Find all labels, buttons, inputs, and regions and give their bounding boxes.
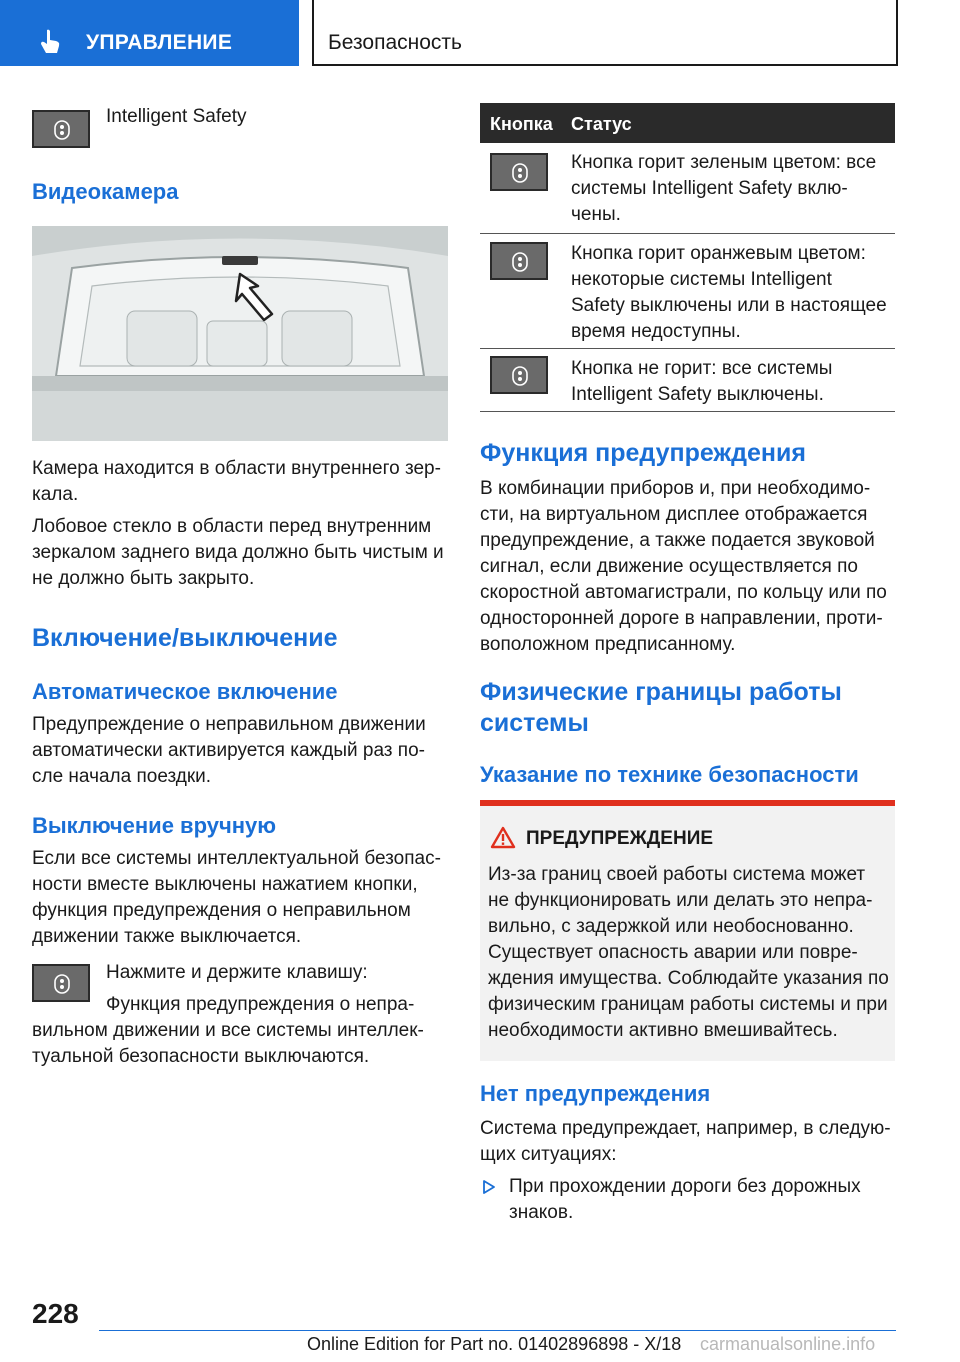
manual-line-4: движении также выключается. — [32, 926, 302, 947]
no-warning-line-2: щих ситуациях: — [480, 1144, 617, 1165]
table-row-2-line-3: Safety выключены или в настоящее — [571, 295, 887, 316]
car-interior-illustration — [32, 226, 448, 441]
function-line-4: сигнал, если движение осуществляется по — [480, 556, 858, 577]
camera-paragraph-2-line-1: Лобовое стекло в области перед внутренним — [32, 516, 432, 537]
table-row-3-line-2: Intelligent Safety выключены. — [571, 384, 824, 405]
table-row-3-line-1: Кнопка не горит: все системы — [571, 358, 833, 379]
table-row-1-line-1: Кнопка горит зеленым цветом: все — [571, 152, 877, 173]
status-button-green — [490, 153, 548, 191]
camera-paragraph-1-line-1: Камера находится в области внутреннего зер- — [32, 458, 441, 479]
camera-paragraph-1-line-2: кала. — [32, 484, 79, 505]
warning-triangle-icon — [490, 826, 516, 849]
bullet-line-2: знаков. — [509, 1202, 574, 1223]
column-button-header: Кнопка — [490, 114, 553, 134]
safety-shield-icon — [510, 366, 530, 386]
safety-shield-icon — [52, 120, 72, 140]
section-tab[interactable] — [0, 0, 299, 66]
status-table-header — [480, 103, 895, 143]
function-heading: Функция предупреждения — [480, 439, 806, 467]
warning-line-6: физическим границам работы системы и при — [488, 994, 888, 1015]
auto-line-1: Предупреждение о неправильном движении — [32, 714, 426, 735]
button-label: Intelligent Safety — [106, 106, 247, 127]
bullet-triangle-icon — [482, 1180, 496, 1194]
status-button-off — [490, 356, 548, 394]
page-number: 228 — [32, 1298, 79, 1329]
function-line-7: воположном предписанному. — [480, 634, 736, 655]
manual-line-1: Если все системы интеллектуальной безопас- — [32, 848, 441, 869]
function-line-3: предупреждение, а также подается звуковой — [480, 530, 875, 551]
bullet-line-1: При прохождении дороги без дорожных — [509, 1176, 861, 1197]
warning-box — [480, 800, 895, 1061]
table-row-2-line-4: время недоступны. — [571, 321, 741, 342]
auto-line-3: сле начала поездки. — [32, 766, 212, 787]
warning-line-7: необходимости активно вмешивайтесь. — [488, 1020, 838, 1041]
status-button-orange — [490, 242, 548, 280]
edition-text: Online Edition for Part no. 01402896898 - X/18 — [307, 1334, 682, 1354]
function-line-5: скоростной автомагистрали, по кольцу или по — [480, 582, 887, 603]
camera-paragraph-2-line-3: не должно быть закрыто. — [32, 568, 255, 589]
section-title-box — [312, 0, 898, 66]
section-tab-label: УПРАВЛЕНИЕ — [86, 31, 233, 54]
limits-heading-line-2: системы — [480, 709, 589, 737]
intelligent-safety-button-icon — [32, 110, 90, 148]
hand-pointer-icon — [38, 28, 64, 54]
column-status-header: Статус — [571, 114, 632, 134]
table-divider — [480, 233, 895, 234]
safety-heading: Указание по технике безопасности — [480, 762, 859, 787]
onoff-heading: Включение/выключение — [32, 624, 338, 652]
table-row-1-line-3: чены. — [571, 204, 621, 225]
table-row-2-line-2: некоторые системы Intelligent — [571, 269, 832, 290]
table-row-1-line-2: системы Intelligent Safety вклю- — [571, 178, 848, 199]
result-line-2: вильном движении и все системы интеллек- — [32, 1020, 424, 1041]
safety-shield-icon — [510, 252, 530, 272]
table-row-2-line-1: Кнопка горит оранжевым цветом: — [571, 243, 866, 264]
safety-shield-icon — [52, 974, 72, 994]
function-line-2: сти, на виртуальном дисплее отображается — [480, 504, 868, 525]
auto-heading: Автоматическое включение — [32, 679, 338, 704]
no-warning-line-1: Система предупреждает, например, в следую- — [480, 1118, 891, 1139]
auto-line-2: автоматически активируется каждый раз по- — [32, 740, 425, 761]
camera-illustration — [32, 226, 448, 441]
camera-heading: Видеокамера — [32, 179, 179, 204]
watermark: carmanualsonline.info — [700, 1334, 876, 1354]
limits-heading-line-1: Физические границы работы — [480, 678, 842, 706]
function-line-1: В комбинации приборов и, при необходимо- — [480, 478, 871, 499]
press-button-icon — [32, 964, 90, 1002]
manual-heading: Выключение вручную — [32, 813, 277, 838]
warning-line-1: Из-за границ своей работы система может — [488, 864, 866, 885]
result-line-3: туальной безопасности выключаются. — [32, 1046, 370, 1067]
warning-line-2: не функционировать или делать это непра- — [488, 890, 873, 911]
warning-line-5: ждения имущества. Соблюдайте указания по — [488, 968, 889, 989]
result-line-1: Функция предупреждения о непра- — [106, 994, 415, 1015]
footer-rule — [99, 1330, 896, 1331]
warning-line-3: вильно, с задержкой или необоснованно. — [488, 916, 854, 937]
table-divider — [480, 411, 895, 412]
warning-title: ПРЕДУПРЕЖДЕНИЕ — [526, 828, 714, 849]
warning-line-4: Существует опасность аварии или повре- — [488, 942, 858, 963]
table-divider — [480, 348, 895, 349]
manual-line-3: функция предупреждения о неправильном — [32, 900, 411, 921]
no-warning-heading: Нет предупреждения — [480, 1081, 711, 1106]
safety-shield-icon — [510, 163, 530, 183]
section-title: Безопасность — [328, 31, 462, 54]
camera-paragraph-2-line-2: зеркалом заднего вида должно быть чистым и — [32, 542, 444, 563]
press-text: Нажмите и держите клавишу: — [106, 962, 368, 983]
function-line-6: односторонней дороге в направлении, проти- — [480, 608, 883, 629]
manual-line-2: ности вместе выключены нажатием кнопки, — [32, 874, 418, 895]
